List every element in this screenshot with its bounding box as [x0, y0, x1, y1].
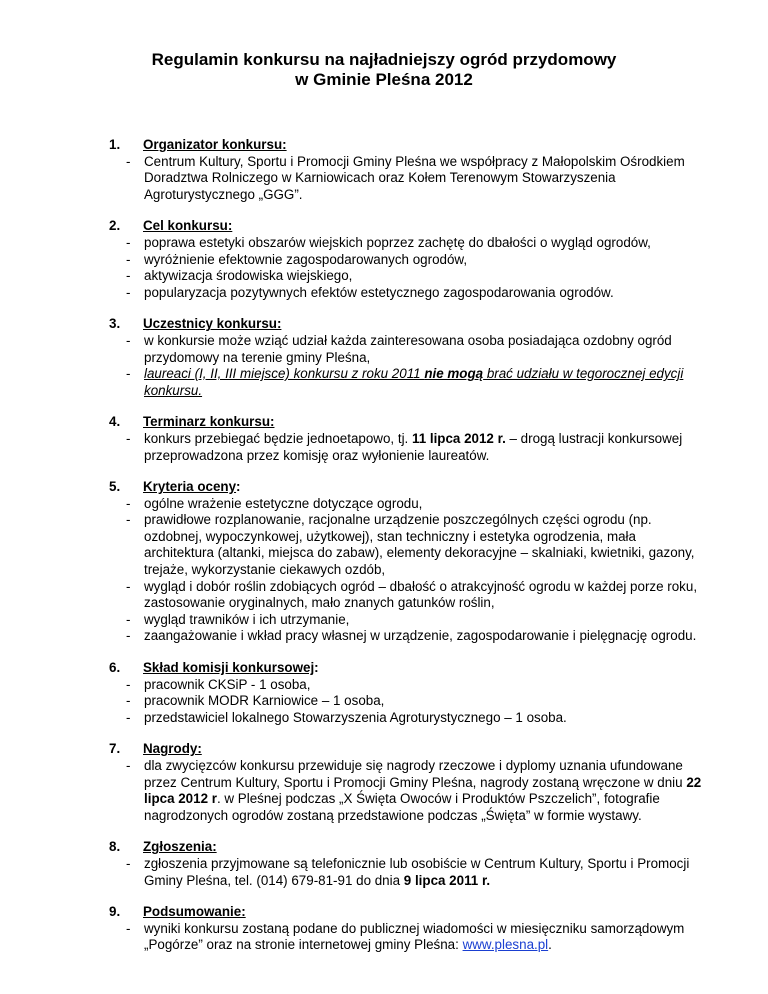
item-text: dla zwycięzców konkursu przewiduje się nagrody rzeczowe i dyplomy uznania ufundowane przez Centrum Kultury, Sportu i Promocji Gminy Pleśna, nagrody zostaną wręczone w dniu [144, 758, 687, 790]
item-text: wygląd trawników i ich utrzymanie, [144, 611, 350, 627]
list-item [135, 431, 709, 464]
list-item [135, 628, 709, 645]
section-heading-label: Organizator konkursu: [143, 137, 287, 152]
list-item [135, 677, 709, 694]
item-text: prawidłowe rozplanowanie, racjonalne urządzenie poszczególnych części ogrodu (np. ozdobnej, wypoczynkowej, użytkowej), stan techniczny i estetyka ogrodzenia, mała architektura (altanki, miejsca do zabaw), elementy dekoracyjne – skalniaki, kwietniki, gazony, trejaże, wykorzystanie ciekawych ozdób, [144, 512, 695, 578]
list-item [135, 285, 709, 302]
section-number: 6. [109, 660, 121, 676]
item-text: zaangażowanie i wkład pracy własnej w urządzenie, zagospodarowanie i pielęgnację ogrodu. [144, 628, 697, 644]
section-items [109, 154, 709, 204]
section-items [109, 677, 709, 727]
item-text: . w Pleśnej podczas „X Święta Owoców i Produktów Pszczelich”, fotografie nagrodzonych ogrodów zostaną przedstawione podczas „Święta” w formie wystawy. [144, 791, 660, 823]
section-3 [109, 316, 709, 399]
list-item [135, 921, 709, 954]
list-item [135, 512, 709, 578]
item-text: 11 lipca 2012 r. [411, 430, 506, 446]
section-heading-label: Skład komisji konkursowej [143, 660, 315, 676]
item-text: przedstawiciel lokalnego Stowarzyszenia Agroturystycznego – 1 osoba. [144, 709, 567, 725]
item-text: 22 lipca 2012 r [144, 774, 702, 807]
section-heading [109, 137, 709, 154]
section-number: 1. [109, 137, 121, 152]
section-heading [109, 904, 709, 921]
item-text: wyniki konkursu zostaną podane do publicznej wiadomości w miesięczniku samorządowym „Pogórze” oraz na stronie internetowej gminy Pleśna: [144, 920, 685, 953]
section-8 [109, 839, 709, 889]
section-number: 4. [109, 414, 121, 430]
item-text: popularyzacja pozytywnych efektów estetycznego zagospodarowania ogrodów. [144, 284, 614, 300]
section-heading-label: Cel konkursu: [143, 218, 233, 234]
list-item [135, 154, 709, 204]
section-heading [109, 839, 709, 856]
section-heading [109, 218, 709, 235]
list-item [135, 252, 709, 269]
title-line-2: w Gminie Pleśna 2012 [295, 70, 473, 89]
section-heading-label: Terminarz konkursu: [143, 414, 275, 430]
list-item [135, 268, 709, 285]
section-heading [109, 660, 709, 677]
section-number: 3. [109, 316, 121, 332]
list-item [135, 579, 709, 612]
item-text: brać udziału w tegorocznej edycji konkursu. [144, 366, 684, 398]
section-number: 7. [109, 741, 121, 757]
item-text: pracownik CKSiP - 1 osoba, [144, 676, 311, 692]
section-heading [109, 479, 709, 496]
website-link[interactable]: www.plesna.pl [462, 937, 549, 953]
section-heading-suffix: : [314, 660, 319, 676]
section-heading-label: Nagrody: [143, 741, 202, 757]
section-7 [109, 741, 709, 824]
title-line-1: Regulamin konkursu na najładniejszy ogród przydomowy [151, 50, 617, 69]
item-text: poprawa estetyki obszarów wiejskich poprzez zachętę do dbałości o wygląd ogrodów, [144, 234, 651, 250]
section-heading-label: Uczestnicy konkursu: [143, 316, 282, 332]
section-heading [109, 414, 709, 431]
item-text: w konkursie może wziąć udział każda zainteresowana osoba posiadająca ozdobny ogród przydomowy na terenie gminy Pleśna, [144, 332, 672, 365]
section-4 [109, 414, 709, 464]
item-text: laureaci (I, II, III miejsce) konkursu z roku 2011 [144, 366, 425, 382]
section-1 [109, 137, 709, 203]
document-title [0, 50, 768, 90]
section-heading-suffix: : [236, 479, 241, 495]
item-text: nie mogą [424, 366, 484, 382]
item-text: Centrum Kultury, Sportu i Promocji Gminy Pleśna we współpracy z Małopolskim Ośrodkiem Doradztwa Rolniczego w Karniowicach oraz Kołem Terenowym Stowarzyszenia Agroturystycznego „GGG”. [144, 153, 685, 202]
section-2 [109, 218, 709, 301]
list-item [135, 612, 709, 629]
section-heading [109, 316, 709, 333]
section-items [109, 431, 709, 464]
item-text: wygląd i dobór roślin zdobiących ogród – dbałość o atrakcyjność ogrodu w każdej porze roku, zastosowanie oryginalnych, mało znanych gatunków roślin, [144, 578, 698, 611]
item-text: zgłoszenia przyjmowane są telefonicznie lub osobiście w Centrum Kultury, Sportu i Promocji Gminy Pleśna, tel. (014) 679-81-91 do dnia [144, 855, 690, 888]
section-5 [109, 479, 709, 645]
item-text: pracownik MODR Karniowice – 1 osoba, [144, 693, 385, 709]
item-text: 9 lipca 2011 r. [403, 872, 491, 888]
list-item [135, 856, 709, 889]
item-text: – drogą lustracji konkursowej przeprowadzona przez komisję oraz wyłonienie laureatów. [144, 430, 683, 463]
section-items [109, 856, 709, 889]
item-text: ogólne wrażenie estetyczne dotyczące ogrodu, [144, 495, 423, 511]
item-text: konkurs przebiegać będzie jednoetapowo, tj. [144, 430, 412, 446]
section-items [109, 758, 709, 824]
section-number: 2. [109, 218, 121, 234]
section-number: 5. [109, 479, 121, 495]
section-heading-label: Podsumowanie: [143, 904, 246, 920]
section-number: 9. [109, 904, 121, 920]
section-number: 8. [109, 839, 121, 855]
list-item [135, 366, 709, 399]
list-item [135, 710, 709, 727]
list-item [135, 693, 709, 710]
section-6 [109, 660, 709, 726]
section-heading [109, 741, 709, 758]
section-heading-label: Kryteria oceny [143, 479, 237, 495]
section-heading-label: Zgłoszenia: [143, 839, 217, 855]
item-text: aktywizacja środowiska wiejskiego, [144, 268, 353, 284]
item-text: wyróżnienie efektownie zagospodarowanych ogrodów, [144, 251, 468, 267]
section-items [109, 333, 709, 399]
section-items [109, 921, 709, 954]
list-item [135, 496, 709, 513]
item-text: . [548, 937, 552, 953]
list-item [135, 758, 709, 824]
list-item [135, 333, 709, 366]
section-9 [109, 904, 709, 954]
section-items [109, 496, 709, 645]
section-items [109, 235, 709, 301]
list-item [135, 235, 709, 252]
sections-list [109, 137, 709, 969]
